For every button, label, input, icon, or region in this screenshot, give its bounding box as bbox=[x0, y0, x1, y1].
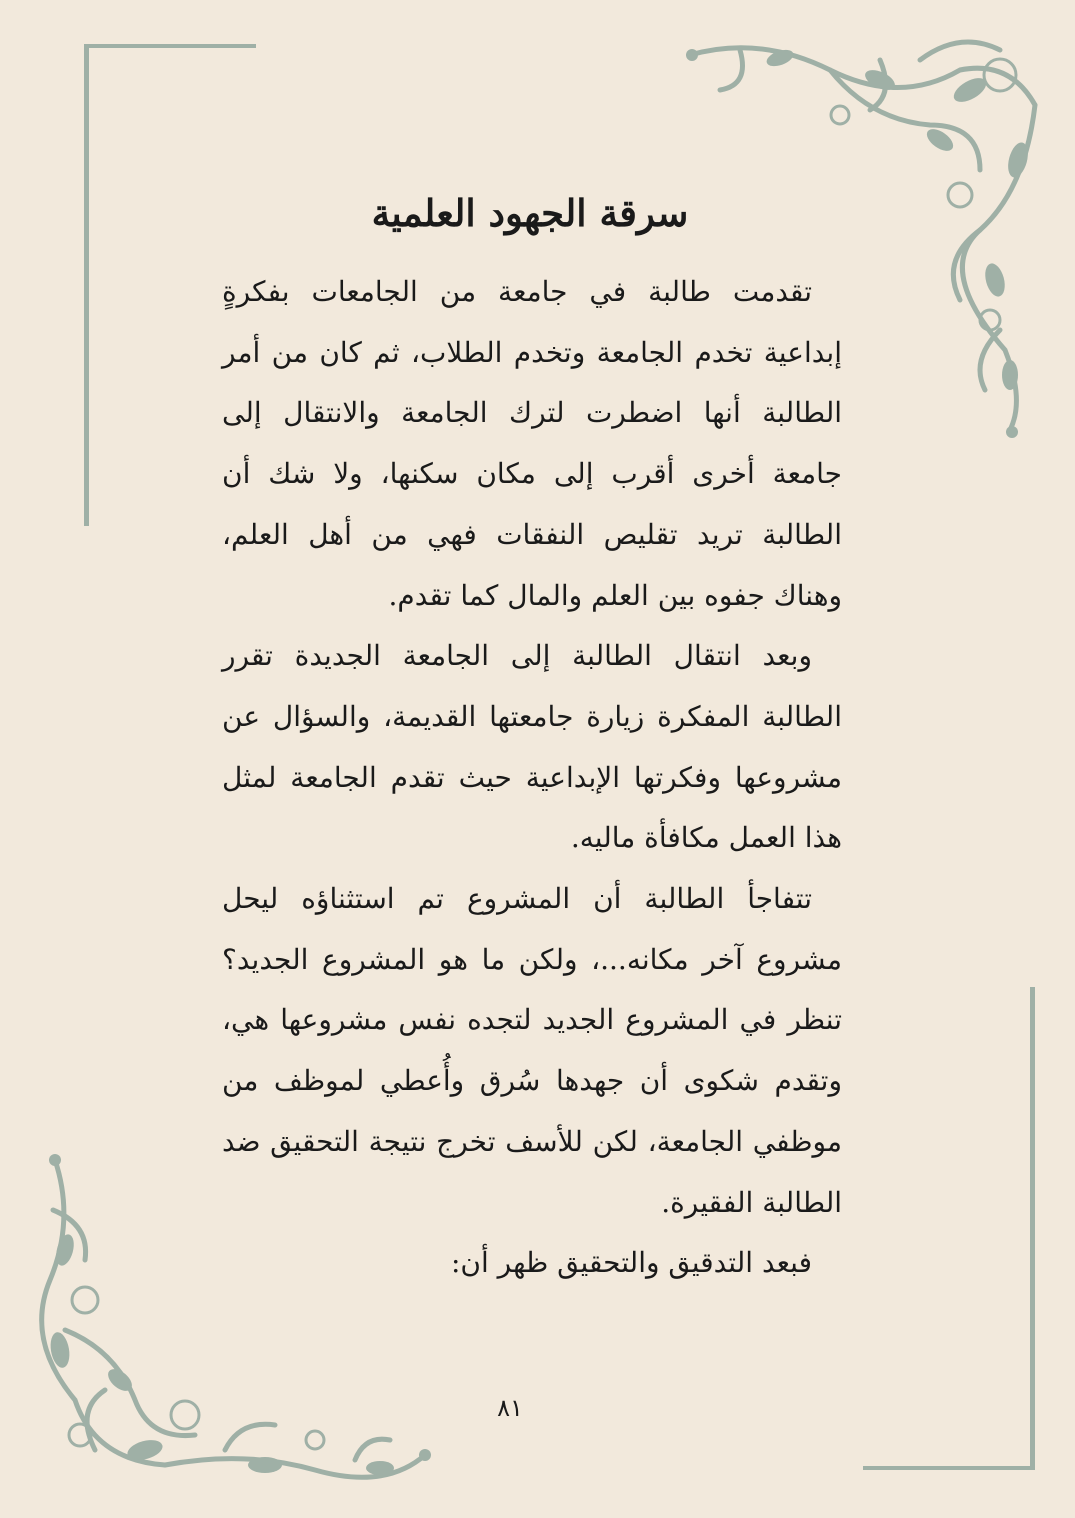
paragraph-4: فبعد التدقيق والتحقيق ظهر أن: bbox=[450, 1246, 812, 1280]
frame-bottom-right-horizontal bbox=[863, 1466, 1035, 1470]
paragraph-1: تقدمت طالبة في جامعة من الجامعات بفكرةٍ إبداعية تخدم الجامعة وتخدم الطلاب، ثم كان من أمر الطالبة أنها اضطرت لترك الجامعة والانتقال إلى جامعة أخرى أقرب إلى مكان سكنها، ولا شك أن الطالبة تريد تقليص النفقات فهي من أهل العلم، وهناك جفوه بين العلم والمال كما تقدم. bbox=[222, 275, 842, 612]
frame-top-left-vertical bbox=[84, 44, 89, 526]
frame-top-left-horizontal bbox=[84, 44, 256, 48]
frame-bottom-right-vertical bbox=[1030, 987, 1035, 1470]
page-number: ٨١ bbox=[497, 1394, 523, 1422]
article-body bbox=[222, 262, 842, 1294]
paragraph-3: تتفاجأ الطالبة أن المشروع تم استثناؤه ليحل مشروع آخر مكانه...، ولكن ما هو المشروع الجديد؟ تنظر في المشروع الجديد لتجده نفس مشروعها هي، وتقدم شكوى أن جهدها سُرق وأُعطي لموظف من موظفي الجامعة، لكن للأسف تخرج نتيجة التحقيق ضد الطالبة الفقيرة. bbox=[222, 882, 842, 1219]
paragraph-2: وبعد انتقال الطالبة إلى الجامعة الجديدة تقرر الطالبة المفكرة زيارة جامعتها القديمة، والسؤال عن مشروعها وفكرتها الإبداعية حيث تقدم الجامعة لمثل هذا العمل مكافأة ماليه. bbox=[222, 639, 842, 855]
page-title: سرقة الجهود العلمية bbox=[371, 191, 689, 235]
